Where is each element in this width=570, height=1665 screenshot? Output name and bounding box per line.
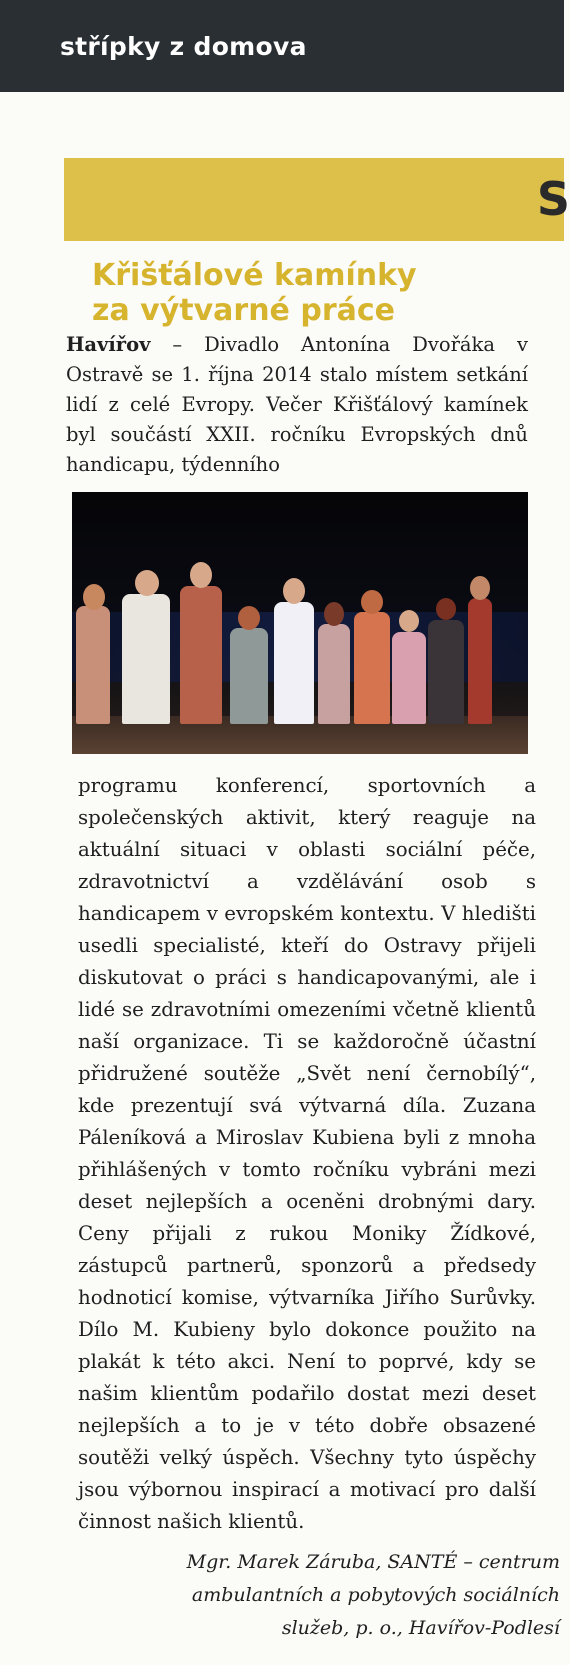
band-letter: S	[536, 172, 570, 226]
signature-line-2: ambulantních a pobytových sociálních	[191, 1584, 560, 1606]
person-figure	[428, 620, 464, 724]
section-header	[0, 0, 564, 92]
title-line-1: Křišťálové kamínky	[92, 258, 417, 293]
lead-place: Havířov	[66, 333, 151, 356]
person-figure	[392, 632, 426, 724]
intro-text: – Divadlo Antonína Dvořáka v Ostravě se 1. října 2014 stalo místem setkání lidí z celé Evropy. Večer Křišťálový kamínek byl součástí XXII. ročníku Evropských dnů handicapu, týdenního	[66, 333, 528, 476]
signature-line-1: Mgr. Marek Záruba, SANTÉ – centrum	[186, 1551, 560, 1573]
article-body: programu konferencí, sportovních a společenských aktivit, který reaguje na aktuální situaci v oblasti sociální péče, zdravotnictví a vzdělávání osob s handicapem v evropském kontextu. V hledišti usedli specialisté, kteří do Ostravy přijeli diskutovat o práci s handicapovanými, ale i lidé se zdravotními omezeními včetně klientů naší organizace. Ti se každoročně účastní přidružené soutěže „Svět není černobílý“, kde prezentují svá výtvarná díla. Zuzana Páleníková a Miroslav Kubiena byli z mnoha přihlášených v tomto ročníku vybráni mezi deset nejlepších a oceněni drobnými dary. Ceny přijali z rukou Moniky Žídkové, zástupců partnerů, sponzorů a předsedy hodnoticí komise, výtvarníka Jiřího Surůvky. Dílo M. Kubieny bylo dokonce použito na plakát k této akci. Není to poprvé, kdy se našim klientům podařilo dostat mezi deset nejlepších a to je v této dobře obsazené soutěži velký úspěch. Všechny tyto úspěchy jsou výbornou inspirací a motivací pro další činnost našich klientů.	[78, 774, 536, 1533]
author-signature	[120, 1546, 560, 1645]
title-band	[64, 158, 570, 241]
article-title	[92, 258, 532, 328]
person-figure	[354, 612, 390, 724]
person-figure	[274, 602, 314, 724]
person-figure	[180, 586, 222, 724]
person-figure	[230, 628, 268, 724]
person-figure	[318, 624, 350, 724]
person-figure	[122, 594, 170, 724]
event-photo	[72, 492, 528, 754]
article-intro	[66, 330, 528, 480]
person-figure	[76, 606, 110, 724]
section-label: střípky z domova	[60, 32, 307, 61]
signature-line-3: služeb, p. o., Havířov-Podlesí	[281, 1617, 560, 1639]
person-figure	[468, 598, 492, 724]
title-line-2: za výtvarné práce	[92, 293, 395, 328]
